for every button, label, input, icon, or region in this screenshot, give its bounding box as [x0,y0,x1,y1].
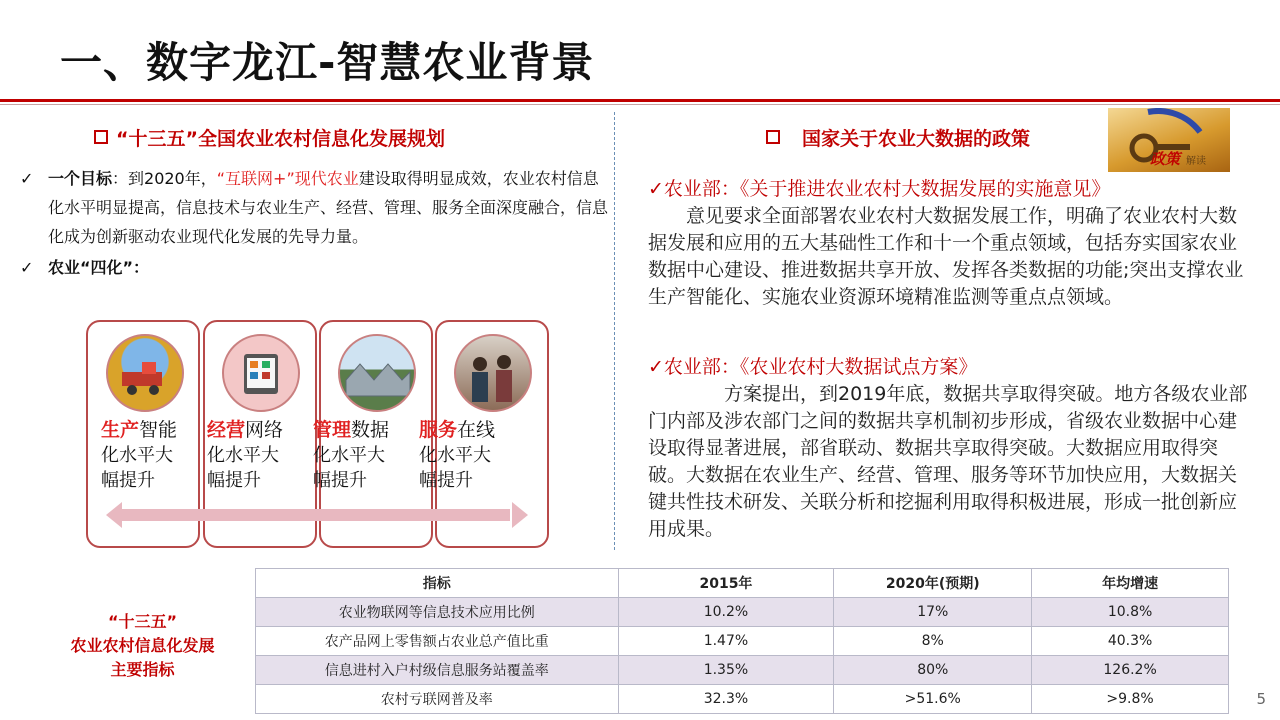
policy-block-1 [648,176,1248,311]
column-header: 2015年 [618,569,834,598]
page-number: 5 [1256,690,1266,708]
policy-key-label: 政策 [1150,150,1181,168]
policy-block-2 [648,354,1248,543]
harvester-icon [108,336,182,410]
table-row [256,627,1229,656]
column-header: 指标 [256,569,619,598]
table-row [256,685,1229,714]
left-heading-text: “十三五”全国农业农村信息化发展规划 [116,128,445,150]
column-header: 年均增速 [1032,569,1229,598]
table-cell: 信息进村入户村级信息服务站覆盖率 [256,656,619,685]
right-section-heading [766,124,1030,151]
table-cell: 1.35% [618,656,834,685]
arrow-right-icon [512,502,528,528]
four-item-operation: 经营网络 [207,419,284,441]
left-section-heading [94,124,445,151]
double-arrow-bar [120,509,510,521]
policy-1-body: 意见要求全面部署农业农村大数据发展工作，明确了农业农村大数据发展和应用的五大基础性工作和十一个重点领域，包括夯实国家农业数据中心建设、推进数据共享开放、发挥各类数据的功能;突出支撑农业生产智能化、实施农业资源环境精准监测等重点点领域。 [648,205,1244,308]
right-heading-text: 国家关于农业大数据的政策 [802,128,1031,150]
table-cell: 126.2% [1032,656,1229,685]
table-cell: >51.6% [834,685,1032,714]
goal-highlight: “互联网+”现代农业 [216,169,359,188]
table-cell: 10.8% [1032,598,1229,627]
title-underline-thin [0,104,1280,105]
policy-2-title: ✓农业部：《农业农村大数据试点方案》 [648,356,978,378]
column-header: 2020年(预期) [834,569,1032,598]
table-cell: 农业物联网等信息技术应用比例 [256,598,619,627]
table-row [256,598,1229,627]
slide-title: 一、数字龙江-智慧农业背景 [60,38,595,87]
table-cell: 农产品网上零售额占农业总产值比重 [256,627,619,656]
table-cell: 农村亏联网普及率 [256,685,619,714]
four-item-service-l3: 幅提升 [419,470,473,491]
four-item-operation-l2: 化水平大 [207,445,279,466]
harvester-image [106,334,184,412]
commerce-image [222,334,300,412]
goal-label: 一个目标 [48,169,113,188]
table-cell: 8% [834,627,1032,656]
service-people-image [454,334,532,412]
four-item-management-l2: 化水平大 [313,445,385,466]
goal-paragraph [20,164,610,251]
goal-rest: 建设取得明显成效，农业农村信息化水平明显提高，信息技术与农业生产、经营、管理、服务全面深度融合，信息化成为创新驱动农业现代化发展的先导力量。 [48,169,609,246]
tablet-icon [224,336,298,410]
goal-prefix: ：到2020年， [112,169,217,188]
table-cell: 17% [834,598,1032,627]
square-bullet-icon [766,130,780,144]
four-item-production-l3: 幅提升 [101,470,155,491]
four-item-service-l2: 化水平大 [419,445,491,466]
people-icon [456,336,530,410]
greenhouse-icon [340,336,414,410]
indicator-table [255,568,1229,714]
table-row [256,656,1229,685]
left-text-block [20,164,610,282]
greenhouse-image [338,334,416,412]
square-bullet-icon [94,130,108,144]
indicator-side-label: “十三五” 农业农村信息化发展 主要指标 [70,612,215,679]
title-underline [0,99,1280,102]
table-header-row [256,569,1229,598]
table-cell: 32.3% [618,685,834,714]
table-cell: 10.2% [618,598,834,627]
arrow-left-icon [106,502,122,528]
policy-key-image [1108,108,1230,172]
four-label: 农业“四化”： [48,258,150,277]
checkmark-icon: ✓ [20,169,34,188]
table-cell: >9.8% [1032,685,1229,714]
four-item-service: 服务在线 [419,419,496,441]
four-item-production: 生产智能 [101,419,178,441]
table-cell: 80% [834,656,1032,685]
four-label-line [20,253,610,282]
four-item-operation-l3: 幅提升 [207,470,261,491]
table-cell: 1.47% [618,627,834,656]
four-item-management: 管理数据 [313,419,390,441]
checkmark-icon: ✓ [20,258,34,277]
policy-2-body: 方案提出，到2019年底，数据共享取得突破。地方各级农业部门内部及涉农部门之间的数据共享机制初步形成，省级农业数据中心建设取得显著进展，部省联动、数据共享取得突破。大数据应用取得突破。大数据在农业生产、经营、管理、服务等环节加快应用，大数据关键共性技术研发、关联分析和挖掘利用取得积极进展，形成一批创新应用成果。 [648,383,1248,540]
policy-key-sublabel: 解读 [1186,156,1206,167]
four-item-management-l3: 幅提升 [313,470,367,491]
policy-1-title: ✓农业部：《关于推进农业农村大数据发展的实施意见》 [648,178,1111,200]
column-divider [614,112,615,550]
four-item-production-l2: 化水平大 [101,445,173,466]
table-cell: 40.3% [1032,627,1229,656]
